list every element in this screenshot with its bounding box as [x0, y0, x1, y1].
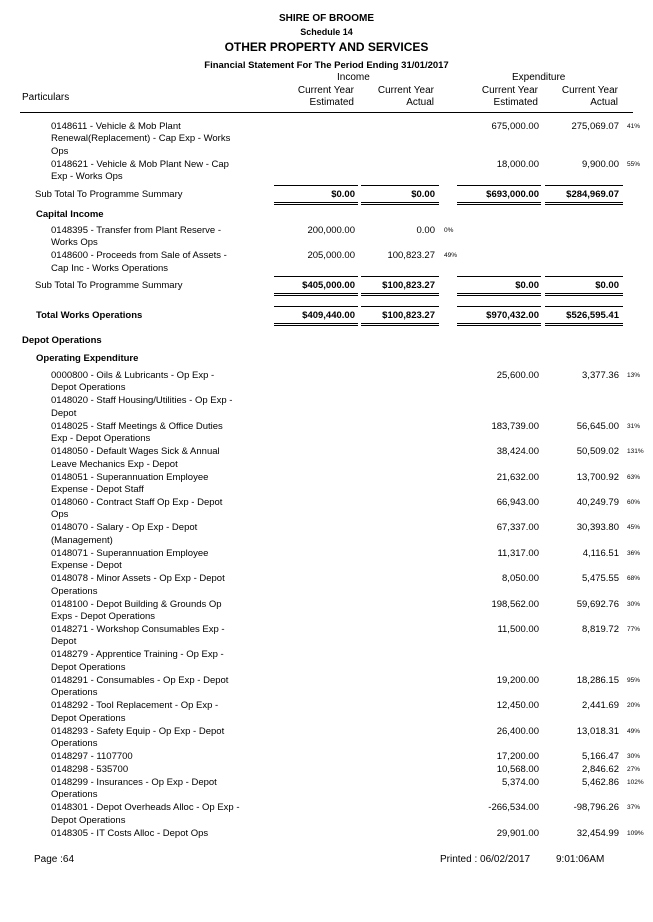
report-subtitle: Financial Statement For The Period Ending 31/01/2017 [204, 60, 449, 71]
expenditure-percent: 13% [627, 372, 641, 379]
expenditure-actual: 18,286.15 [576, 674, 619, 686]
rule-line [457, 185, 541, 186]
expenditure-percent: 31% [627, 422, 641, 430]
row-description: Ops [51, 509, 69, 521]
expenditure-estimated: 183,739.00 [491, 420, 539, 432]
row-description: 0148051 - Superannuation Employee [51, 471, 209, 483]
income-estimated: 200,000.00 [307, 225, 355, 236]
expenditure-percent: 109% [627, 829, 644, 837]
expenditure-actual: 3,377.36 [582, 370, 619, 381]
row-description: Works Ops [51, 237, 98, 249]
expenditure-actual: 9,900.00 [582, 158, 619, 170]
expenditure-actual: 8,819.72 [582, 624, 619, 635]
schedule-label: Schedule 14 [300, 27, 353, 37]
row-description: 0000800 - Oils & Lubricants - Op Exp - [51, 370, 215, 381]
expenditure-estimated: 10,568.00 [496, 764, 539, 775]
rule-line [361, 185, 439, 186]
expenditure-actual: 2,441.69 [582, 700, 619, 712]
row-description: 0148071 - Superannuation Employee [51, 547, 209, 559]
row-description: 0148301 - Depot Overheads Alloc - Op Exp - [51, 802, 240, 814]
expenditure-estimated: 26,400.00 [496, 725, 539, 737]
row-description: 0148025 - Staff Meetings & Office Duties [51, 420, 223, 432]
income-group-header: Income [337, 72, 370, 83]
rule-line [457, 323, 541, 326]
expenditure-actual: 30,393.80 [576, 522, 619, 534]
expenditure-estimated: 19,200.00 [496, 674, 539, 686]
expenditure-estimated: 29,901.00 [496, 827, 539, 839]
rule-line [457, 276, 541, 277]
expenditure-actual: 5,166.47 [582, 751, 619, 762]
printed-time: 9:01:06AM [556, 854, 605, 865]
row-description: 0148100 - Depot Building & Grounds Op [51, 598, 222, 610]
total-expenditure-estimated: $970,432.00 [486, 310, 539, 321]
expenditure-actual: 2,846.62 [582, 764, 619, 775]
expenditure-percent: 102% [627, 779, 644, 786]
row-description: Depot Operations [51, 712, 126, 724]
expenditure-estimated: 11,317.00 [497, 547, 539, 559]
expenditure-estimated: 38,424.00 [496, 446, 539, 458]
total-income-actual: $100,823.27 [382, 310, 435, 321]
expenditure-estimated: 11,500.00 [497, 624, 539, 635]
income-estimated: 205,000.00 [307, 250, 355, 262]
income-percent: 0% [444, 227, 454, 234]
row-description: Exps - Depot Operations [51, 611, 156, 622]
expenditure-percent: 27% [627, 766, 641, 773]
expenditure-percent: 55% [627, 160, 641, 168]
row-description: Operations [51, 789, 98, 801]
rule-line [274, 185, 358, 186]
expenditure-estimated: 21,632.00 [496, 471, 539, 483]
rule-line [457, 202, 541, 205]
rule-line [545, 306, 623, 307]
expenditure-actual: 5,462.86 [582, 777, 619, 788]
expenditure-budget-header: Current Year Estimated [481, 85, 538, 108]
row-description: 0148070 - Salary - Op Exp - Depot [51, 522, 198, 534]
total-income-actual: $0.00 [411, 189, 435, 200]
rule-line [457, 293, 541, 296]
row-description: 0148293 - Safety Equip - Op Exp - Depot [51, 725, 225, 737]
expenditure-percent: 49% [627, 727, 641, 735]
expenditure-actual: 5,475.55 [582, 573, 619, 585]
rule-line [545, 202, 623, 205]
expenditure-estimated: 5,374.00 [502, 777, 539, 788]
income-actual: 0.00 [416, 225, 435, 236]
page-number: Page :64 [34, 854, 75, 865]
total-income-estimated: $0.00 [331, 189, 355, 200]
row-description: Expense - Depot [51, 560, 122, 572]
expenditure-actual: 13,018.31 [576, 725, 619, 737]
row-description: Exp - Depot Operations [51, 433, 151, 445]
total-expenditure-actual: $526,595.41 [566, 310, 619, 321]
expenditure-percent: 30% [627, 600, 641, 608]
section-capital-income: Capital Income [36, 209, 104, 220]
row-description: 0148060 - Contract Staff Op Exp - Depot [51, 497, 223, 508]
row-description: Depot Operations [51, 661, 126, 673]
expenditure-estimated: 675,000.00 [491, 121, 539, 132]
total-expenditure-estimated: $693,000.00 [486, 189, 539, 200]
rule-line [361, 323, 439, 326]
row-description: Depot Operations [51, 814, 126, 826]
total-income-estimated: $409,440.00 [302, 310, 355, 321]
total-expenditure-actual: $0.00 [595, 280, 619, 291]
expenditure-estimated: -266,534.00 [488, 802, 539, 814]
row-description: Operations [51, 687, 98, 699]
row-description: 0148291 - Consumables - Op Exp - Depot [51, 674, 229, 686]
expenditure-group-header: Expenditure [512, 72, 566, 83]
expenditure-percent: 77% [627, 626, 641, 633]
expenditure-estimated: 8,050.00 [502, 573, 539, 585]
row-description: Depot [51, 636, 77, 648]
row-description: 0148050 - Default Wages Sick & Annual [51, 446, 220, 458]
expenditure-actual: 4,116.51 [582, 547, 619, 559]
row-description: Depot [51, 407, 77, 419]
rule-line [361, 306, 439, 307]
rule-line [274, 323, 358, 326]
expenditure-percent: 95% [627, 676, 641, 684]
expenditure-percent: 36% [627, 549, 641, 557]
expenditure-estimated: 198,562.00 [491, 598, 539, 610]
row-description: 0148621 - Vehicle & Mob Plant New - Cap [51, 158, 229, 170]
subtotal-label: Sub Total To Programme Summary [35, 280, 183, 291]
row-description: (Management) [51, 534, 113, 546]
section-operating-expenditure: Operating Expenditure [36, 353, 139, 364]
rule-line [457, 306, 541, 307]
expenditure-actual: 13,700.92 [576, 471, 619, 483]
expenditure-actual: 275,069.07 [571, 121, 619, 132]
expenditure-actual: 40,249.79 [576, 497, 619, 508]
section-depot-operations: Depot Operations [22, 335, 102, 346]
row-description: 0148297 - 1107700 [51, 751, 133, 762]
header-divider [20, 112, 633, 113]
expenditure-percent: 20% [627, 702, 641, 710]
row-description: Exp - Works Ops [51, 171, 123, 183]
row-description: 0148271 - Workshop Consumables Exp - [51, 624, 225, 635]
row-description: Depot Operations [51, 382, 126, 394]
expenditure-estimated: 66,943.00 [496, 497, 539, 508]
expenditure-percent: 68% [627, 575, 641, 583]
expenditure-actual: -98,796.26 [573, 802, 619, 814]
total-income-estimated: $405,000.00 [302, 280, 355, 291]
particulars-header: Particulars [22, 92, 70, 103]
row-description: 0148292 - Tool Replacement - Op Exp - [51, 700, 219, 712]
row-description: 0148305 - IT Costs Alloc - Depot Ops [51, 827, 209, 839]
rule-line [274, 202, 358, 205]
expenditure-estimated: 12,450.00 [496, 700, 539, 712]
org-name: SHIRE OF BROOME [278, 13, 374, 24]
row-description: Operations [51, 585, 98, 597]
rule-line [545, 293, 623, 296]
row-description: Renewal(Replacement) - Cap Exp - Works [51, 133, 231, 145]
expenditure-actual: 32,454.99 [576, 827, 619, 839]
row-description: 0148600 - Proceeds from Sale of Assets - [51, 250, 227, 262]
total-expenditure-actual: $284,969.07 [566, 189, 619, 200]
expenditure-actual-header: Current Year Actual [561, 85, 618, 108]
row-description: Expense - Depot Staff [51, 484, 144, 495]
expenditure-actual: 50,509.02 [576, 446, 619, 458]
rule-line [361, 293, 439, 296]
expenditure-estimated: 17,200.00 [496, 751, 539, 762]
row-description: 0148298 - 535700 [51, 764, 129, 775]
expenditure-estimated: 67,337.00 [496, 522, 539, 534]
total-label: Total Works Operations [36, 310, 143, 321]
row-description: 0148395 - Transfer from Plant Reserve - [51, 225, 222, 236]
row-description: Leave Mechanics Exp - Depot [51, 458, 178, 470]
rule-line [274, 293, 358, 296]
expenditure-actual: 59,692.76 [576, 598, 619, 610]
row-description: 0148078 - Minor Assets - Op Exp - Depot [51, 573, 225, 585]
expenditure-percent: 37% [627, 804, 641, 812]
row-description: 0148299 - Insurances - Op Exp - Depot [51, 777, 217, 788]
rule-line [361, 276, 439, 277]
income-actual: 100,823.27 [387, 250, 435, 262]
row-description: Operations [51, 738, 98, 749]
expenditure-percent: 41% [627, 123, 641, 130]
expenditure-actual: 56,645.00 [576, 420, 619, 432]
income-percent: 49% [444, 252, 458, 260]
expenditure-percent: 131% [627, 448, 644, 456]
report-title: OTHER PROPERTY AND SERVICES [224, 40, 429, 54]
row-description: Cap Inc - Works Operations [51, 262, 169, 274]
income-budget-header: Current Year Estimated [297, 85, 354, 108]
rule-line [545, 276, 623, 277]
rule-line [545, 323, 623, 326]
rule-line [545, 185, 623, 186]
expenditure-percent: 45% [627, 524, 641, 532]
subtotal-label: Sub Total To Programme Summary [35, 189, 183, 200]
row-description: 0148611 - Vehicle & Mob Plant [51, 121, 181, 132]
row-description: 0148020 - Staff Housing/Utilities - Op Exp - [51, 395, 233, 407]
printed-date: Printed : 06/02/2017 [440, 854, 531, 865]
rule-line [274, 276, 358, 277]
row-description: Ops [51, 145, 69, 157]
rule-line [274, 306, 358, 307]
total-income-actual: $100,823.27 [382, 280, 435, 291]
expenditure-percent: 60% [627, 499, 641, 506]
total-expenditure-estimated: $0.00 [515, 280, 539, 291]
expenditure-percent: 63% [627, 473, 641, 481]
expenditure-percent: 30% [627, 753, 641, 760]
income-actual-header: Current Year Actual [377, 85, 434, 108]
rule-line [361, 202, 439, 205]
row-description: 0148279 - Apprentice Training - Op Exp - [51, 649, 224, 661]
expenditure-estimated: 18,000.00 [496, 158, 539, 170]
expenditure-estimated: 25,600.00 [496, 370, 539, 381]
